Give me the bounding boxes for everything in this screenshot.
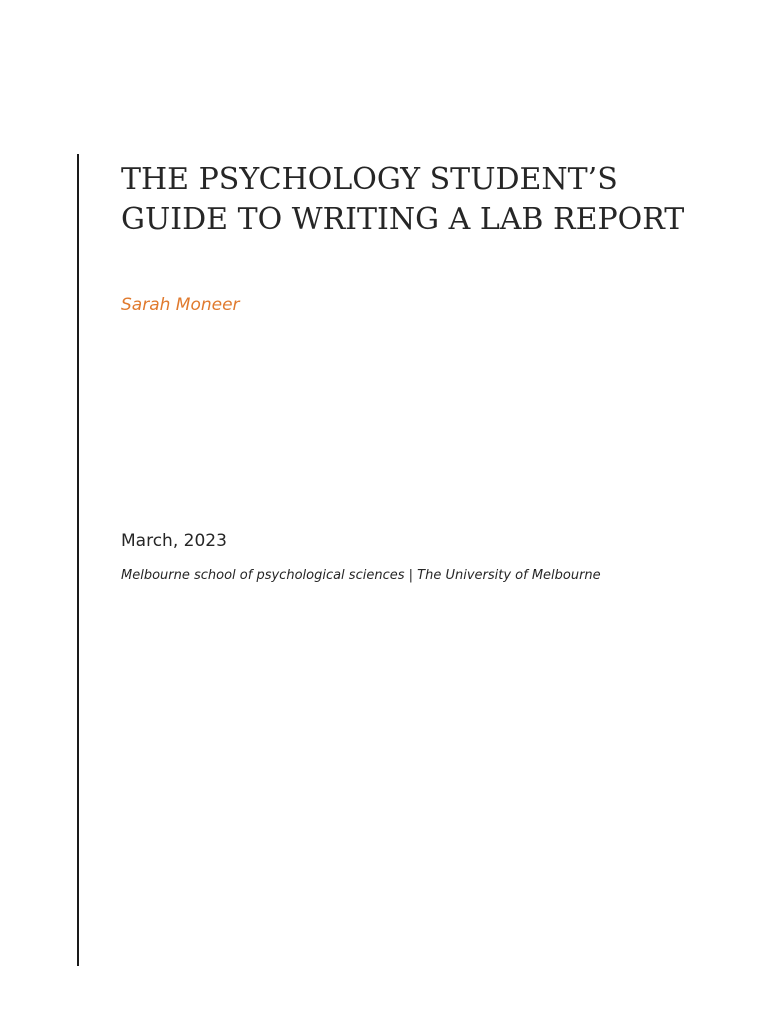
publication-date: March, 2023 — [121, 531, 227, 551]
left-vertical-rule — [77, 154, 79, 966]
affiliation: Melbourne school of psychological sciences | The University of Melbourne — [121, 568, 601, 583]
title-line-2: GUIDE TO WRITING A LAB REPORT — [121, 202, 685, 237]
title-line-1: THE PSYCHOLOGY STUDENT’S — [121, 162, 618, 197]
author-name: Sarah Moneer — [121, 295, 240, 315]
document-title — [121, 160, 741, 240]
